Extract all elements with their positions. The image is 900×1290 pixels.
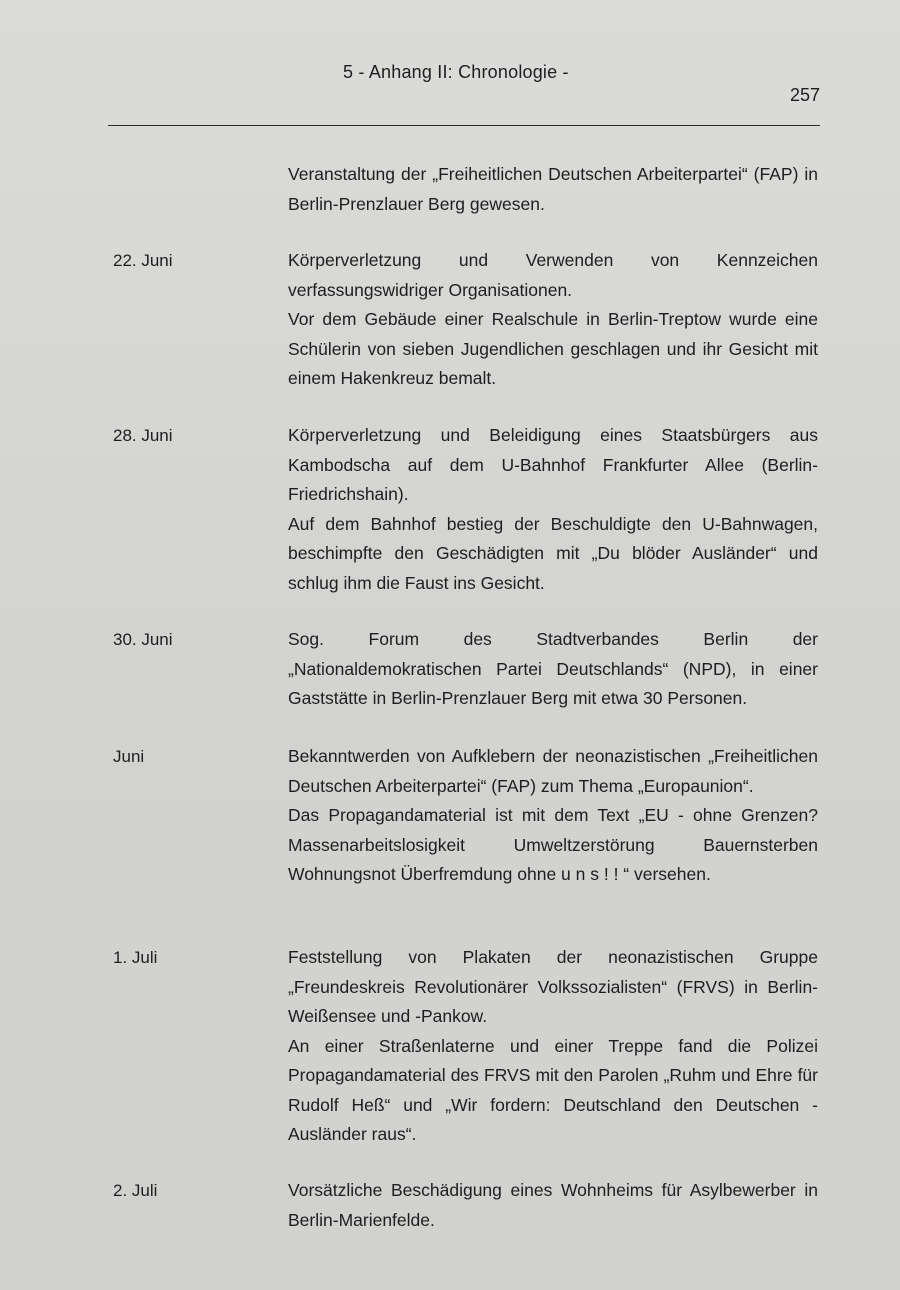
entry-paragraph: Veranstaltung der „Freiheitlichen Deutschen Arbeiterpartei“ (FAP) in Berlin-Prenzlauer Berg gewesen.	[288, 164, 818, 214]
entry-date: Juni	[113, 747, 145, 766]
entry-paragraph: Körperverletzung und Verwenden von Kennzeichen verfassungswidriger Organisationen.	[288, 250, 818, 300]
entry-body	[288, 246, 818, 394]
entry-date: 2. Juli	[113, 1181, 158, 1200]
entry-paragraph: Vor dem Gebäude einer Realschule in Berlin-Treptow wurde eine Schülerin von sieben Jugendlichen geschlagen und ihr Gesicht mit einem Hakenkreuz bemalt.	[288, 309, 818, 388]
entry-date: 22. Juni	[113, 251, 173, 270]
entry-body	[288, 625, 818, 714]
entry-date: 30. Juni	[113, 630, 173, 649]
entry-date: 1. Juli	[113, 948, 158, 967]
entry-paragraph: Bekanntwerden von Aufklebern der neonazistischen „Freiheitlichen Deutschen Arbeiterpartei“ (FAP) zum Thema „Europaunion“.	[288, 746, 818, 796]
entry-body	[288, 742, 818, 890]
entry-paragraph: Auf dem Bahnhof bestieg der Beschuldigte den U-Bahnwagen, beschimpfte den Geschädigten mit „Du blöder Ausländer“ und schlug ihm die Faust ins Gesicht.	[288, 513, 818, 593]
entry-body	[288, 943, 818, 1150]
entry-date: 28. Juni	[113, 426, 173, 445]
entry-paragraph: Das Propagandamaterial ist mit dem Text „EU - ohne Grenzen? Massenarbeitslosigkeit Umweltzerstörung Bauernsterben Wohnungsnot Überfremdung ohne u n s ! ! “ versehen.	[288, 805, 818, 884]
page-number: 257	[789, 85, 820, 105]
entry-body	[288, 160, 818, 219]
entry-paragraph: Sog. Forum des Stadtverbandes Berlin der „Nationaldemokratischen Partei Deutschlands“ (NPD), in einer Gaststätte in Berlin-Prenzlauer Berg mit etwa 30 Personen.	[288, 629, 818, 708]
entry-paragraph: Vorsätzliche Beschädigung eines Wohnheims für Asylbewerber in Berlin-Marienfelde.	[288, 1180, 818, 1230]
entry-paragraph: An einer Straßenlaterne und einer Treppe fand die Polizei Propagandamaterial des FRVS mit den Parolen „Ruhm und Ehre für Rudolf Heß“ und „Wir fordern: Deutschland den Deutschen - Ausländer raus“.	[288, 1035, 818, 1144]
entry-paragraph: Körperverletzung und Beleidigung eines Staatsbürgers aus Kambodscha auf dem U-Bahnhof Frankfurter Allee (Berlin-Friedrichshain).	[288, 425, 818, 504]
entry-paragraph: Feststellung von Plakaten der neonazistischen Gruppe „Freundeskreis Revolutionärer Volkssozialisten“ (FRVS) in Berlin-Weißensee und -Pankow.	[288, 947, 818, 1026]
header-rule	[108, 125, 820, 126]
entry-body	[288, 1176, 818, 1235]
entry-body	[288, 421, 818, 598]
running-header: 5 - Anhang II: Chronologie -	[343, 62, 569, 82]
